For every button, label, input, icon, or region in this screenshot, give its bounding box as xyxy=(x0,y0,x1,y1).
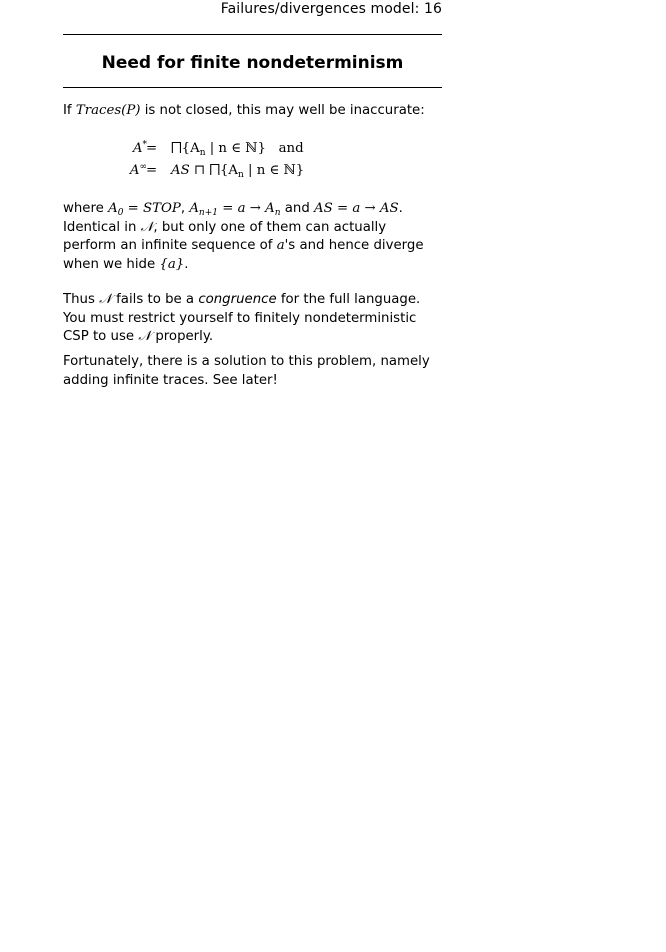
calligraphic-n-2: 𝒩 xyxy=(138,329,152,345)
set-tail: | n ∈ ℕ} xyxy=(243,163,305,178)
star-superscript: * xyxy=(142,140,147,150)
hidden-set: {a} xyxy=(159,256,185,272)
calligraphic-n: 𝒩 xyxy=(140,219,154,235)
symbol-a: A xyxy=(129,163,140,178)
intro-text: is not closed, this may well be inaccurate: xyxy=(144,103,425,118)
symbol-a: A xyxy=(132,141,143,156)
traces-function: Traces xyxy=(75,103,122,118)
bottom-rule xyxy=(63,87,442,88)
congruence-paragraph xyxy=(63,291,442,347)
a-zero-def: $A_0$ = STOP xyxy=(108,201,181,218)
nondet-choice: ⊓ ⨅{A xyxy=(189,163,239,178)
equation-a-infinity-lhs xyxy=(130,163,147,178)
calligraphic-n: 𝒩 xyxy=(99,292,112,307)
properly-text: properly. xyxy=(155,329,214,345)
infinity-superscript: ∞ xyxy=(139,162,147,172)
conclusion-paragraph: Fortunately, there is a solution to this problem, namely adding infinite traces. See later! xyxy=(63,354,430,388)
definitions-text: , but only one of them can actually perform an infinite sequence of xyxy=(63,219,387,254)
as-def: AS = a → AS xyxy=(314,201,399,216)
slide-title: Need for finite nondeterminism xyxy=(101,53,404,73)
subscript-n: n xyxy=(238,170,244,180)
equation-a-star-rhs xyxy=(171,141,304,156)
where-word: where xyxy=(63,201,104,216)
identical-text: Identical in xyxy=(63,219,137,235)
set-tail: | n ∈ ℕ} xyxy=(205,141,266,156)
congruence-text: for the full language. You must restrict yourself to finitely nondeterministic CSP to use xyxy=(63,292,421,345)
and-word: and xyxy=(284,201,310,216)
definitions-text-2: 's and hence diverge when we hide xyxy=(63,238,424,272)
and-word: and xyxy=(278,141,304,156)
equation-a-star-lhs xyxy=(133,141,147,156)
thus-word: Thus xyxy=(63,292,95,307)
equation-a-infinity-rhs xyxy=(171,163,304,178)
definitions-paragraph: where $A_0$ = STOP, $A_{n+1} = a \to A_n$ and AS = a → AS. Identical in 𝒩, but only one of them can actually perform an infinite sequence of a's and hence diverge when we hide {a}. xyxy=(63,201,424,272)
subscript-n: n xyxy=(199,148,206,158)
event-a: a xyxy=(276,238,285,254)
fails-text: fails to be a xyxy=(116,292,195,307)
top-rule xyxy=(63,34,442,35)
running-head: Failures/divergences model: 16 xyxy=(220,1,442,17)
a-n-plus-one-def: $A_{n+1} = a \to A_n$ xyxy=(189,201,281,218)
equals-sign: = xyxy=(146,163,158,178)
equals-sign: = xyxy=(146,141,158,156)
congruence-term: congruence xyxy=(198,292,277,307)
nondet-choice: ⨅{A xyxy=(171,141,200,156)
as-process: AS xyxy=(171,163,190,178)
traces-argument: (P) xyxy=(121,103,141,118)
intro-word: If xyxy=(63,103,72,118)
intro-paragraph xyxy=(63,102,442,121)
